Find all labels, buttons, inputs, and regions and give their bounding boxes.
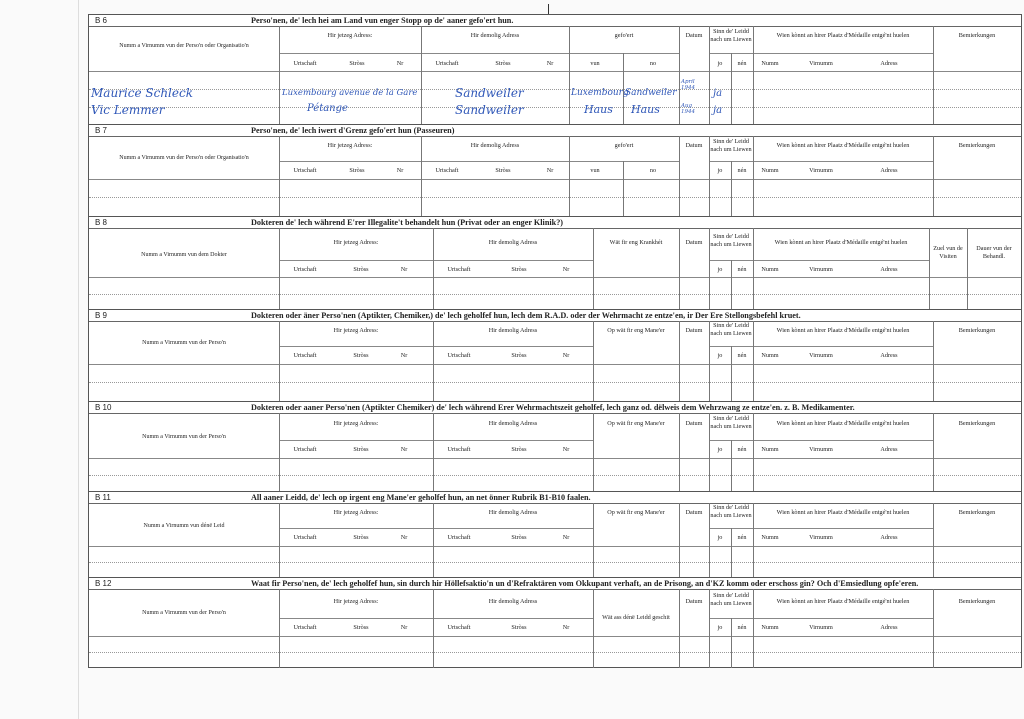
sub-stross: Stròss bbox=[353, 534, 369, 541]
sub-numm: Numm bbox=[761, 60, 779, 67]
entry-name-1: Maurice Schleck bbox=[91, 86, 193, 100]
entry-to-2: Haus bbox=[631, 103, 660, 116]
section-b6 bbox=[89, 15, 1021, 124]
section-title: Dokteren oder äner Perso'nen (Aptikter, Chemiker,) de' lech geholfef hun, lech dem R.A.D. oder der Wehrmacht ze entze'en, ir Der Ere Stellongsbefehl kruet. bbox=[251, 311, 801, 320]
sub-virnumm: Virnumm bbox=[809, 352, 833, 359]
column-name-label: Numm a Virnumm vun der Perso'n bbox=[142, 434, 226, 440]
entry-current-address-1: Luxembourg avenue de la Gare bbox=[282, 88, 418, 98]
section-title: Waat fir Perso'nen, de' lech geholfef hun, sin durch hir Höllefsaktio'n un d'Refraktären vom Okkupant verhaft, an de Prisong, an d'KZ komm oder erschoss gin? Och d'Emsiedlung opfe'eren. bbox=[251, 579, 919, 588]
sub-nen: nén bbox=[737, 624, 747, 631]
section-title: Perso'nen, de' lech iwert d'Grenz gefo'ert hun (Passeuren) bbox=[251, 126, 455, 135]
sub-nr: Nr bbox=[400, 624, 408, 631]
section-title: Dokteren de' lech während E'rer Illegalite't behandelt hun (Privat oder an enger Klinik?) bbox=[251, 218, 564, 227]
sub-nr: Nr bbox=[546, 60, 554, 67]
sub-nen: nén bbox=[737, 60, 747, 67]
sub-stross: Stròss bbox=[511, 534, 527, 541]
sub-urtschaft: Urtschaft bbox=[447, 266, 471, 273]
section-header-band bbox=[89, 402, 1021, 414]
sub-virnumm: Virnumm bbox=[809, 266, 833, 273]
column-transported: gefo'ert bbox=[614, 142, 634, 149]
sub-vun: vun bbox=[590, 60, 600, 67]
sub-stross: Stròss bbox=[353, 266, 369, 273]
section-code: B 6 bbox=[95, 16, 108, 25]
sub-nen: nén bbox=[737, 266, 747, 273]
sub-nen: nén bbox=[737, 534, 747, 541]
sub-virnumm: Virnumm bbox=[809, 446, 833, 453]
column-medal-recipient: Wien kònnt an hirer Plaatz d'Médaille entgé'nt huelen bbox=[776, 420, 910, 427]
column-remarks: Bemierkungen bbox=[958, 142, 996, 149]
sub-urtschaft: Urtschaft bbox=[447, 534, 471, 541]
column-date: Datum bbox=[685, 32, 703, 39]
sub-urtschaft: Urtschaft bbox=[293, 167, 317, 174]
entry-current-address-2: Pétange bbox=[307, 103, 348, 114]
sub-jo: jo bbox=[717, 266, 723, 273]
sub-adress: Adress bbox=[880, 60, 898, 67]
sub-urtschaft: Urtschaft bbox=[293, 534, 317, 541]
sub-stross: Stròss bbox=[353, 446, 369, 453]
sub-stross: Stròss bbox=[353, 352, 369, 359]
column-former-address: Hir demolig Adress bbox=[488, 598, 538, 605]
column-former-address: Hir demolig Adress bbox=[488, 239, 538, 246]
sub-nr: Nr bbox=[562, 446, 570, 453]
column-date: Datum bbox=[685, 239, 703, 246]
sub-vun: vun bbox=[590, 167, 600, 174]
scan-edge bbox=[78, 0, 79, 719]
sub-urtschaft: Urtschaft bbox=[293, 446, 317, 453]
column-former-address: Hir demolig Adress bbox=[470, 32, 520, 39]
column-current-address: Hir jetzeg Adress: bbox=[333, 598, 379, 605]
column-duration: Dauer vun der Behandl. bbox=[976, 245, 1012, 260]
section-title: Dokteren oder aaner Perso'nen (Aptikter Chemiker) de' lech während Erer Wehrmachtszeit geholfef, lech ganz od. dëlweis dem Wehrzwang ze entze'en. z. B. Medikamenter. bbox=[251, 403, 855, 412]
column-date: Datum bbox=[685, 598, 703, 605]
sub-urtschaft: Urtschaft bbox=[435, 167, 459, 174]
sub-jo: jo bbox=[717, 624, 723, 631]
sub-stross: Stròss bbox=[349, 60, 365, 67]
section-header-band bbox=[89, 125, 1021, 137]
sub-urtschaft: Urtschaft bbox=[293, 60, 317, 67]
section-b10 bbox=[89, 401, 1021, 492]
sub-nr: Nr bbox=[396, 60, 404, 67]
section-b11 bbox=[89, 491, 1021, 578]
sub-urtschaft: Urtschaft bbox=[447, 624, 471, 631]
entry-alive-1: ja bbox=[713, 88, 723, 99]
sub-virnumm: Virnumm bbox=[809, 534, 833, 541]
sub-stross: Stròss bbox=[511, 624, 527, 631]
sub-urtschaft: Urtschaft bbox=[293, 266, 317, 273]
sub-jo: jo bbox=[717, 60, 723, 67]
sub-numm: Numm bbox=[761, 167, 779, 174]
section-b8 bbox=[89, 216, 1021, 310]
sub-numm: Numm bbox=[761, 352, 779, 359]
sub-numm: Numm bbox=[761, 624, 779, 631]
sub-stross: Stròss bbox=[353, 624, 369, 631]
column-current-address: Hir jetzeg Adress: bbox=[327, 32, 373, 39]
sub-urtschaft: Urtschaft bbox=[447, 352, 471, 359]
sub-virnumm: Virnumm bbox=[809, 60, 833, 67]
sub-stross: Stròss bbox=[349, 167, 365, 174]
column-medal-recipient: Wien kònnt an hirer Plaatz d'Médaille entgé'nt huelen bbox=[776, 327, 910, 334]
sub-stross: Stròss bbox=[495, 167, 511, 174]
registration-form bbox=[88, 14, 1022, 668]
section-title: Perso'nen, de' lech hei am Land vun enger Stopp op de' aaner gefo'ert hun. bbox=[251, 16, 514, 25]
column-medal-recipient: Wien kònnt an hirer Plaatz d'Médaille entgé'nt huelen bbox=[774, 239, 908, 246]
column-date: Datum bbox=[685, 142, 703, 149]
sub-nr: Nr bbox=[562, 534, 570, 541]
column-remarks: Bemierkungen bbox=[958, 327, 996, 334]
sub-nr: Nr bbox=[400, 266, 408, 273]
column-name-label: Numm a Virnumm vun der Perso'n bbox=[142, 340, 226, 346]
sub-virnumm: Virnumm bbox=[809, 624, 833, 631]
sub-stross: Stròss bbox=[511, 266, 527, 273]
column-current-address: Hir jetzeg Adress: bbox=[333, 327, 379, 334]
column-still-alive: Sinn de' Leidd nach um Liewen bbox=[710, 504, 752, 519]
sub-numm: Numm bbox=[761, 534, 779, 541]
sub-nr: Nr bbox=[562, 624, 570, 631]
sub-nen: nén bbox=[737, 167, 747, 174]
column-current-address: Hir jetzeg Adress: bbox=[333, 239, 379, 246]
section-header-band bbox=[89, 15, 1021, 27]
sub-no: no bbox=[649, 60, 657, 67]
entry-from-2: Haus bbox=[584, 103, 613, 116]
registration-mark bbox=[548, 4, 549, 14]
sub-jo: jo bbox=[717, 167, 723, 174]
column-name-label: Numm a Virnumm vun der Perso'n oder Organisatio'n bbox=[119, 43, 249, 49]
sub-jo: jo bbox=[717, 446, 723, 453]
section-title: All aaner Leidd, de' lech op irgent eng Mane'er geholfef hun, an net önner Rubrik B1-B10 faalen. bbox=[251, 493, 591, 502]
section-header-band bbox=[89, 578, 1021, 590]
column-still-alive: Sinn de' Leidd nach um Liewen bbox=[710, 322, 752, 337]
column-manner: Op wät fir eng Mane'er bbox=[607, 509, 665, 516]
section-b9 bbox=[89, 309, 1021, 402]
column-still-alive: Sinn de' Leidd nach um Liewen bbox=[710, 138, 752, 153]
column-remarks: Bemierkungen bbox=[958, 598, 996, 605]
section-b7 bbox=[89, 124, 1021, 217]
sub-nen: nén bbox=[737, 446, 747, 453]
sub-virnumm: Virnumm bbox=[809, 167, 833, 174]
column-illness: Wät fir eng Krankhét bbox=[609, 239, 663, 246]
sub-jo: jo bbox=[717, 534, 723, 541]
section-header-band bbox=[89, 310, 1021, 322]
column-remarks: Bemierkungen bbox=[958, 32, 996, 39]
column-name-label: Numm a Virnumm vun dem Dokter bbox=[141, 252, 227, 258]
column-remarks: Bemierkungen bbox=[958, 420, 996, 427]
sub-adress: Adress bbox=[880, 624, 898, 631]
column-visits: Zuel vun de Visiten bbox=[933, 245, 963, 260]
sub-adress: Adress bbox=[880, 352, 898, 359]
sub-urtschaft: Urtschaft bbox=[447, 446, 471, 453]
column-medal-recipient: Wien kònnt an hirer Plaatz d'Médaille entgé'nt huelen bbox=[776, 598, 910, 605]
column-medal-recipient: Wien kònnt an hirer Plaatz d'Médaille entgé'nt huelen bbox=[776, 509, 910, 516]
column-still-alive: Sinn de' Leidd nach um Liewen bbox=[710, 28, 752, 43]
sub-no: no bbox=[649, 167, 657, 174]
sub-nr: Nr bbox=[562, 352, 570, 359]
sub-nr: Nr bbox=[400, 352, 408, 359]
column-transported: gefo'ert bbox=[614, 32, 634, 39]
sub-nr: Nr bbox=[396, 167, 404, 174]
section-code: B 11 bbox=[95, 493, 111, 502]
column-what-happened: Wät ass dénë Leidd geschit bbox=[602, 614, 670, 621]
sub-nr: Nr bbox=[400, 534, 408, 541]
entry-to-1: Sandweiler bbox=[625, 88, 677, 98]
section-code: B 7 bbox=[95, 126, 108, 135]
sub-numm: Numm bbox=[761, 446, 779, 453]
column-still-alive: Sinn de' Leidd nach um Liewen bbox=[710, 233, 752, 248]
section-code: B 10 bbox=[95, 403, 112, 412]
column-date: Datum bbox=[685, 327, 703, 334]
section-header-band bbox=[89, 217, 1021, 229]
sub-nr: Nr bbox=[400, 446, 408, 453]
column-remarks: Bemierkungen bbox=[958, 509, 996, 516]
column-former-address: Hir demolig Adress bbox=[488, 327, 538, 334]
sub-nen: nén bbox=[737, 352, 747, 359]
sub-urtschaft: Urtschaft bbox=[435, 60, 459, 67]
column-name-label: Numm a Virnumm vun der Perso'n oder Organisatio'n bbox=[119, 155, 249, 161]
entry-former-address-1: Sandweiler bbox=[455, 86, 524, 100]
column-date: Datum bbox=[685, 420, 703, 427]
column-name-label: Numm a Virnumm vun der Perso'n bbox=[142, 610, 226, 616]
section-code: B 9 bbox=[95, 311, 108, 320]
column-still-alive: Sinn de' Leidd nach um Liewen bbox=[710, 592, 752, 607]
sub-adress: Adress bbox=[880, 266, 898, 273]
sub-jo: jo bbox=[717, 352, 723, 359]
column-current-address: Hir jetzeg Adress: bbox=[333, 509, 379, 516]
sub-stross: Stròss bbox=[495, 60, 511, 67]
section-b12 bbox=[89, 577, 1021, 668]
entry-alive-2: ja bbox=[713, 105, 723, 116]
sub-urtschaft: Urtschaft bbox=[293, 352, 317, 359]
sub-adress: Adress bbox=[880, 167, 898, 174]
entry-from-1: Luxembourg bbox=[571, 88, 629, 98]
column-former-address: Hir demolig Adress bbox=[488, 509, 538, 516]
entry-name-2: Vic Lemmer bbox=[91, 103, 165, 117]
sub-stross: Stròss bbox=[511, 352, 527, 359]
column-date: Datum bbox=[685, 509, 703, 516]
section-code: B 8 bbox=[95, 218, 108, 227]
column-current-address: Hir jetzeg Adress: bbox=[327, 142, 373, 149]
column-still-alive: Sinn de' Leidd nach um Liewen bbox=[710, 415, 752, 430]
entry-former-address-2: Sandweiler bbox=[455, 103, 524, 117]
sub-stross: Stròss bbox=[511, 446, 527, 453]
entry-date-1: April 1944 bbox=[681, 79, 695, 91]
section-code: B 12 bbox=[95, 579, 112, 588]
column-former-address: Hir demolig Adress bbox=[488, 420, 538, 427]
sub-urtschaft: Urtschaft bbox=[293, 624, 317, 631]
column-medal-recipient: Wien kònnt an hirer Plaatz d'Médaille entgé'nt huelen bbox=[776, 142, 910, 149]
sub-nr: Nr bbox=[546, 167, 554, 174]
column-manner: Op wät fir eng Mane'er bbox=[607, 327, 665, 334]
column-name-label: Numm a Virnumm vun dénë Leid bbox=[143, 523, 225, 529]
column-medal-recipient: Wien kònnt an hirer Plaatz d'Médaille entgé'nt huelen bbox=[776, 32, 910, 39]
sub-numm: Numm bbox=[761, 266, 779, 273]
entry-date-2: Aug 1944 bbox=[681, 103, 695, 115]
column-manner: Op wät fir eng Mane'er bbox=[607, 420, 665, 427]
sub-adress: Adress bbox=[880, 534, 898, 541]
column-current-address: Hir jetzeg Adress: bbox=[333, 420, 379, 427]
sub-adress: Adress bbox=[880, 446, 898, 453]
sub-nr: Nr bbox=[562, 266, 570, 273]
column-former-address: Hir demolig Adress bbox=[470, 142, 520, 149]
section-header-band bbox=[89, 492, 1021, 504]
